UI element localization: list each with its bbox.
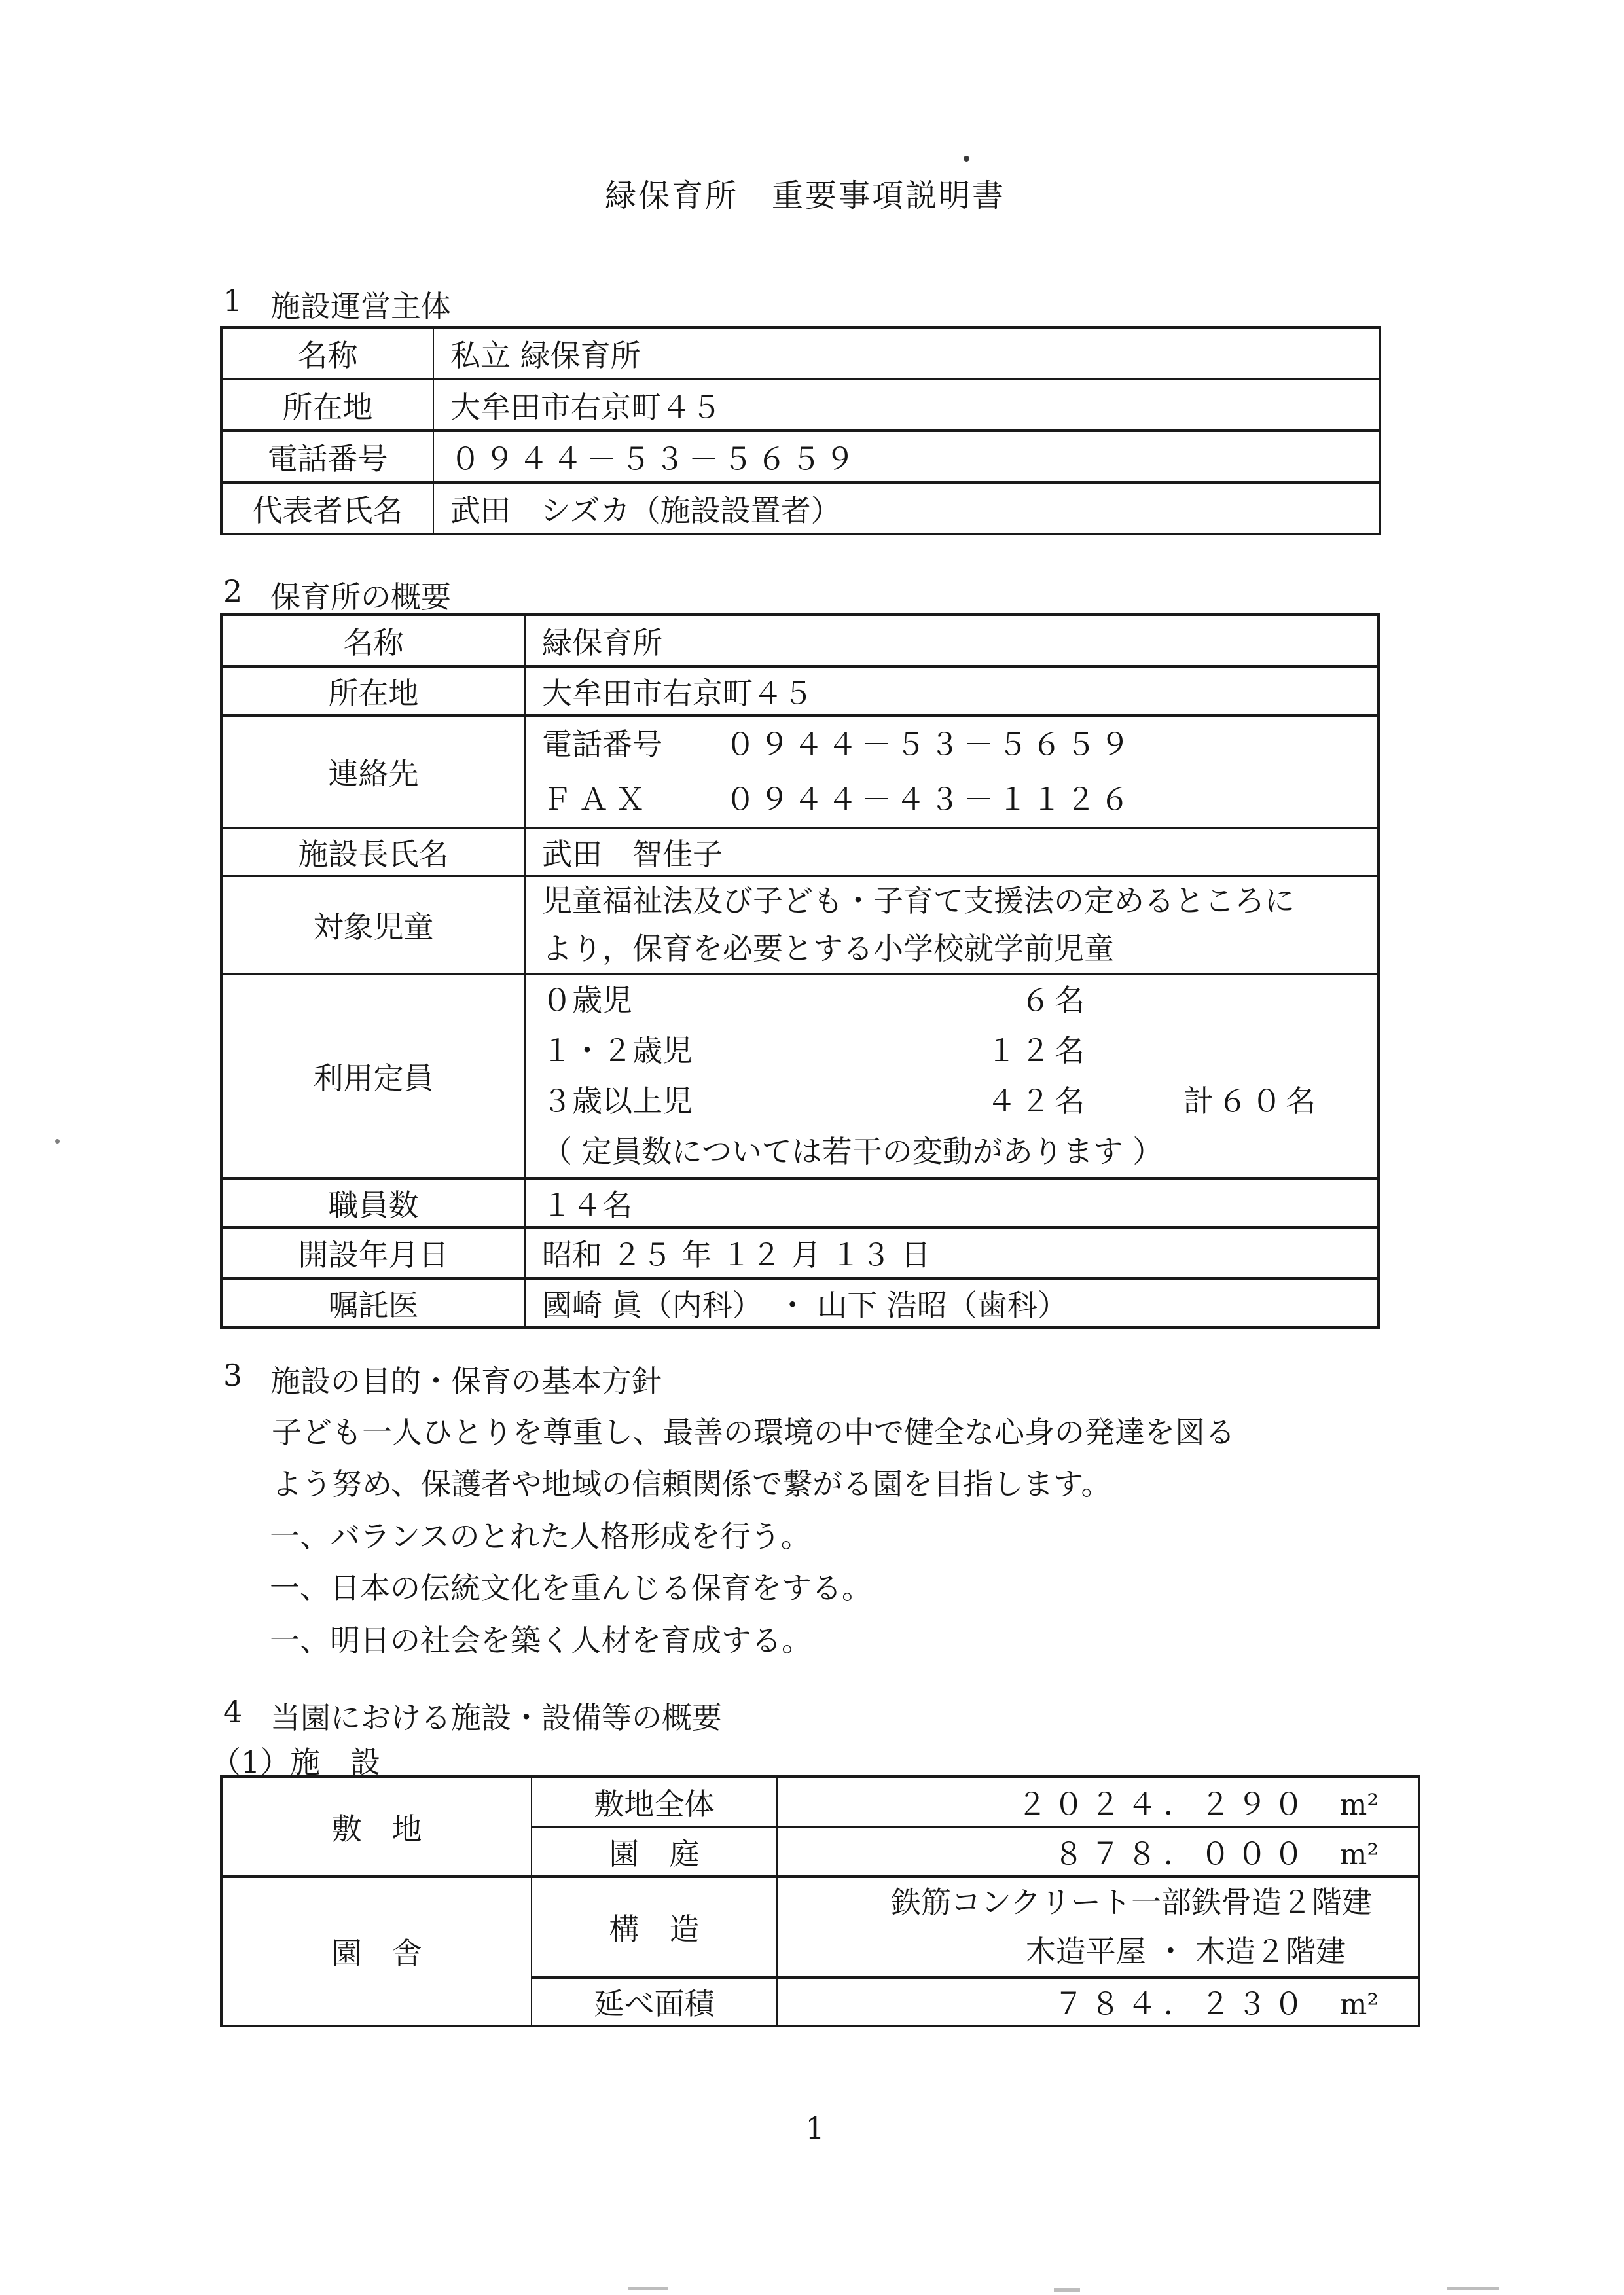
table-row xyxy=(221,327,1380,379)
phone-label: 電話番号 xyxy=(542,727,662,762)
scan-edge-noise xyxy=(628,2287,668,2290)
row-value-floor-area xyxy=(777,1978,1419,2026)
capacity-line-age1-2 xyxy=(542,1026,1377,1076)
page-number: 1 xyxy=(805,2110,825,2146)
row-label-target-children: 対象児童 xyxy=(221,876,525,974)
fax-label: ＦＡＸ xyxy=(542,782,652,817)
section-2-title: 保育所の概要 xyxy=(270,579,451,615)
target-children-line1: 児童福祉法及び子ども・子育て支援法の定めるところに xyxy=(542,883,1295,918)
row-label-name: 名称 xyxy=(221,327,433,379)
table-row xyxy=(221,974,1379,1178)
capacity-count: １２名 xyxy=(986,1033,1089,1068)
capacity-line-age0 xyxy=(542,975,1377,1026)
row-value-capacity xyxy=(525,974,1379,1178)
section-1-title: 施設運営主体 xyxy=(270,289,451,324)
row-label-established: 開設年月日 xyxy=(221,1227,525,1278)
floor-area-value: ７８４．２３０ xyxy=(1053,1986,1310,2021)
capacity-note: （ 定員数については若干の変動があります ） xyxy=(542,1134,1163,1169)
overview-table xyxy=(220,613,1380,1329)
policy-principle-2: 一、日本の伝統文化を重んじる保育をする。 xyxy=(270,1570,872,1606)
table-row xyxy=(221,876,1379,974)
row-value-name: 私立 緑保育所 xyxy=(433,327,1380,379)
table-row xyxy=(221,1877,1419,1978)
scan-artifact-dot xyxy=(55,1139,60,1144)
row-label-garden: 園 庭 xyxy=(532,1827,777,1877)
table-row xyxy=(221,482,1380,534)
row-value-site-total xyxy=(777,1777,1419,1827)
facilities-table xyxy=(220,1775,1420,2027)
row-label-doctors: 嘱託医 xyxy=(221,1278,525,1328)
row-value-doctors: 國崎 眞（内科） ・ 山下 浩昭（歯科） xyxy=(525,1278,1379,1328)
row-value-address: 大牟田市右京町４５ xyxy=(433,379,1380,431)
document-title: 緑保育所 重要事項説明書 xyxy=(604,177,1005,214)
table-row xyxy=(221,715,1379,828)
row-value-structure xyxy=(777,1877,1419,1978)
site-total-value: ２０２４．２９０ xyxy=(1017,1786,1310,1822)
floor-area-unit: m² xyxy=(1339,1988,1379,2021)
section-2-number: 2 xyxy=(223,573,243,609)
operator-table xyxy=(220,326,1381,535)
section-4-heading xyxy=(223,1694,722,1737)
table-row xyxy=(221,615,1379,666)
section-4-title: 当園における施設・設備等の概要 xyxy=(270,1700,722,1735)
row-label-capacity: 利用定員 xyxy=(221,974,525,1178)
row-label-director: 施設長氏名 xyxy=(221,828,525,876)
capacity-age: ３歳以上児 xyxy=(542,1083,693,1119)
row-label-site: 敷 地 xyxy=(221,1777,532,1877)
row-label-representative: 代表者氏名 xyxy=(221,482,433,534)
structure-line2: 木造平屋 ・ 木造２階建 xyxy=(1025,1934,1346,1969)
row-label-floor-area: 延べ面積 xyxy=(532,1978,777,2026)
row-value-director: 武田 智佳子 xyxy=(525,828,1379,876)
row-value-garden xyxy=(777,1827,1419,1877)
section-2-heading xyxy=(223,573,451,617)
capacity-age: １・２歳児 xyxy=(542,1033,693,1068)
capacity-count: ６名 xyxy=(1020,983,1089,1018)
row-value-staff: １４名 xyxy=(525,1178,1379,1227)
policy-paragraph-line2: よう努め、保護者や地域の信頼関係で繋がる園を目指します。 xyxy=(272,1466,1111,1502)
garden-value: ８７８．０００ xyxy=(1053,1836,1310,1871)
garden-unit: m² xyxy=(1339,1838,1379,1871)
section-3-heading xyxy=(223,1358,662,1401)
target-children-line2: より，保育を必要とする小学校就学前児童 xyxy=(542,931,1114,966)
row-label-address: 所在地 xyxy=(221,379,433,431)
contact-fax-line xyxy=(542,772,1377,827)
table-row xyxy=(221,1777,1419,1827)
fax-number: ０９４４－４３－１１２６ xyxy=(725,782,1134,817)
table-row xyxy=(221,379,1380,431)
policy-paragraph-line1: 子ども一人ひとりを尊重し、最善の環境の中で健全な心身の発達を図る xyxy=(272,1415,1235,1450)
row-value-phone: ０９４４－５３－５６５９ xyxy=(433,431,1380,482)
policy-principle-1: 一、バランスのとれた人格形成を行う。 xyxy=(270,1519,811,1554)
policy-principle-3: 一、明日の社会を築く人材を育成する。 xyxy=(270,1623,812,1658)
row-label-phone: 電話番号 xyxy=(221,431,433,482)
section-3-number: 3 xyxy=(223,1358,243,1393)
row-label-staff: 職員数 xyxy=(221,1178,525,1227)
phone-number: ０９４４－５３－５６５９ xyxy=(725,727,1134,762)
capacity-count: ４２名 xyxy=(986,1083,1089,1119)
row-value-address: 大牟田市右京町４５ xyxy=(525,666,1379,715)
table-row xyxy=(221,666,1379,715)
table-row xyxy=(221,431,1380,482)
row-label-contact: 連絡先 xyxy=(221,715,525,828)
table-row xyxy=(221,1178,1379,1227)
row-label-name: 名称 xyxy=(221,615,525,666)
scan-artifact-dot xyxy=(964,156,969,162)
row-value-representative: 武田 シズカ（施設設置者） xyxy=(433,482,1380,534)
scan-edge-noise xyxy=(1447,2287,1499,2290)
row-value-established: 昭和 ２５ 年 １２ 月 １３ 日 xyxy=(525,1227,1379,1278)
capacity-line-age3plus xyxy=(542,1076,1377,1127)
table-row xyxy=(221,1278,1379,1328)
scan-edge-noise xyxy=(1054,2288,1080,2292)
table-row xyxy=(221,1227,1379,1278)
section-1-heading xyxy=(223,283,451,326)
subsection-1-facility-heading: （1）施 設 xyxy=(211,1744,381,1780)
row-label-building: 園 舎 xyxy=(221,1877,532,2026)
section-3-title: 施設の目的・保育の基本方針 xyxy=(270,1364,662,1399)
site-total-unit: m² xyxy=(1339,1788,1379,1822)
section-4-number: 4 xyxy=(223,1694,243,1729)
row-value-target-children xyxy=(525,876,1379,974)
row-label-structure: 構 造 xyxy=(532,1877,777,1978)
row-label-site-total: 敷地全体 xyxy=(532,1777,777,1827)
table-row xyxy=(221,828,1379,876)
structure-line1: 鉄筋コンクリート一部鉄骨造２階建 xyxy=(890,1885,1372,1920)
contact-phone-line xyxy=(542,717,1377,772)
capacity-age: ０歳児 xyxy=(542,983,632,1018)
row-value-contact xyxy=(525,715,1379,828)
section-1-number: 1 xyxy=(223,283,243,318)
row-label-address: 所在地 xyxy=(221,666,525,715)
capacity-total: 計６０名 xyxy=(1183,1083,1320,1119)
row-value-name: 緑保育所 xyxy=(525,615,1379,666)
